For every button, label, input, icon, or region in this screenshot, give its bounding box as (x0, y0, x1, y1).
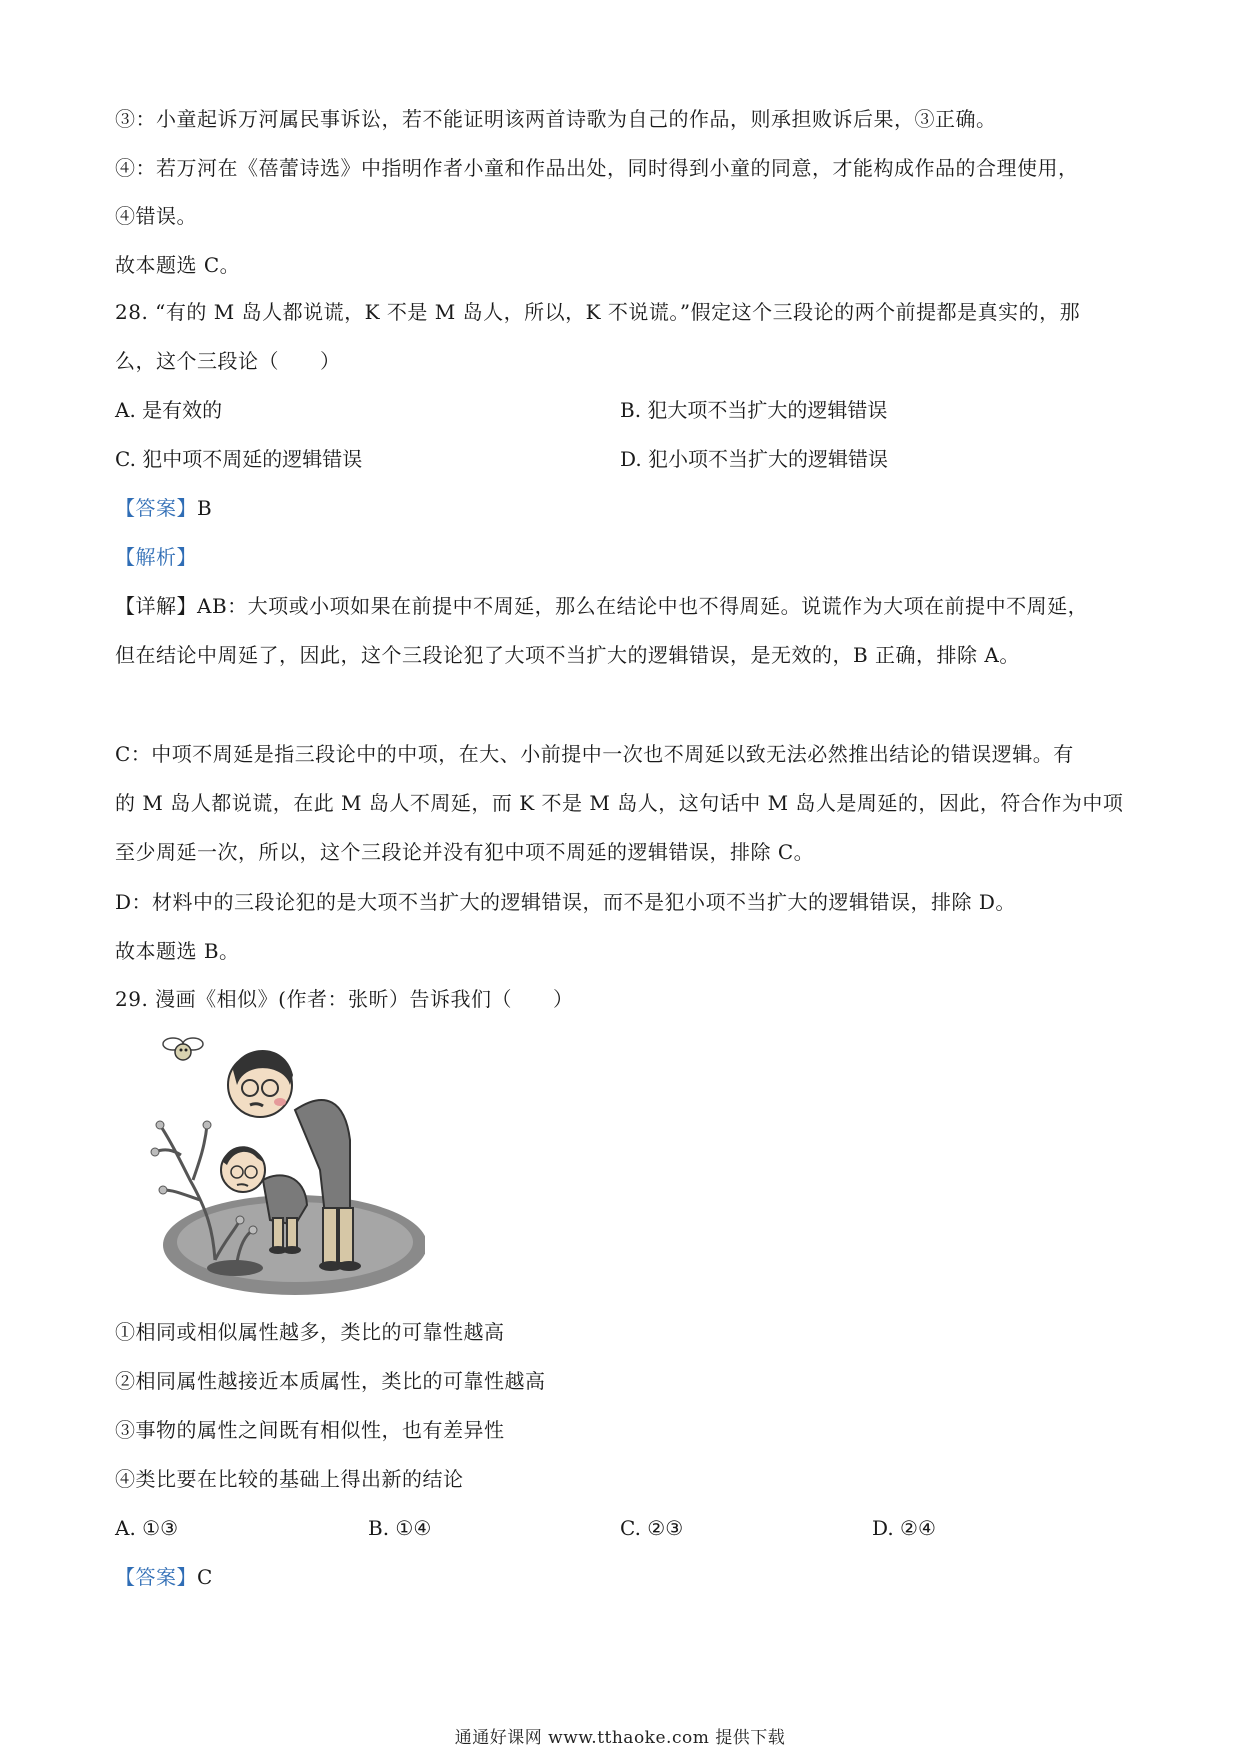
q28-detail-1 (115, 592, 1088, 620)
q28-stem-cont: 么，这个三段论（ ） (115, 349, 341, 373)
q28-option-c: C. 犯中项不周延的逻辑错误 (115, 447, 363, 471)
q28-detail-6: D：材料中的三段论犯的是大项不当扩大的逻辑错误，而不是犯小项不当扩大的逻辑错误，排除 D。 (115, 890, 1016, 914)
page-footer: 通通好课网 www.tthaoke.com 提供下载 (454, 1728, 786, 1748)
q28-conclusion: 故本题选 B。 (115, 939, 240, 963)
q28-detail-3: C：中项不周延是指三段论中的中项，在大、小前提中一次也不周延以致无法必然推出结论的错误逻辑。有 (115, 742, 1074, 766)
q29-option-c: C. ②③ (620, 1516, 684, 1540)
answer-value: B (197, 496, 213, 520)
para-4-analysis: ④：若万河在《蓓蕾诗选》中指明作者小童和作品出处，同时得到小童的同意，才能构成作品的合理使用， (115, 156, 1079, 180)
q28-analysis-tag: 【解析】 (115, 545, 197, 569)
q29-option-b: B. ①④ (368, 1516, 432, 1540)
q28-detail-5: 至少周延一次，所以，这个三段论并没有犯中项不周延的逻辑错误，排除 C。 (115, 840, 815, 864)
cartoon-father-child-tree-icon (145, 1030, 425, 1300)
q28-option-d: D. 犯小项不当扩大的逻辑错误 (620, 447, 889, 471)
answer-value: C (197, 1565, 213, 1589)
q28-stem: 28. “有的 M 岛人都说谎，K 不是 M 岛人，所以，K 不说谎。”假定这个三段论的两个前提都是真实的，那 (115, 300, 1081, 324)
q29-statement-1: ①相同或相似属性越多，类比的可靠性越高 (115, 1320, 505, 1344)
q28-detail-4: 的 M 岛人都说谎，在此 M 岛人不周延，而 K 不是 M 岛人，这句话中 M 岛人是周延的，因此，符合作为中项 (115, 791, 1124, 815)
bee-icon (163, 1038, 203, 1060)
detail-text: AB：大项或小项如果在前提中不周延，那么在结论中也不得周延。说谎作为大项在前提中不周延， (197, 594, 1089, 618)
soil-patch-icon (207, 1260, 263, 1276)
q27-conclusion: 故本题选 C。 (115, 253, 241, 277)
q29-option-d: D. ②④ (872, 1516, 936, 1540)
q29-statement-2: ②相同属性越接近本质属性，类比的可靠性越高 (115, 1369, 546, 1393)
answer-tag: 【答案】 (115, 1565, 197, 1589)
detail-tag: 【详解】 (115, 594, 197, 618)
q28-option-b: B. 犯大项不当扩大的逻辑错误 (620, 398, 888, 422)
para-3-analysis: ③：小童起诉万河属民事诉讼，若不能证明该两首诗歌为自己的作品，则承担败诉后果，③正确。 (115, 107, 997, 131)
q29-statement-4: ④类比要在比较的基础上得出新的结论 (115, 1467, 464, 1491)
q28-detail-2: 但在结论中周延了，因此，这个三段论犯了大项不当扩大的逻辑错误，是无效的，B 正确，排除 A。 (115, 643, 1020, 667)
q29-stem: 29. 漫画《相似》(作者：张昕）告诉我们（ ） (115, 987, 574, 1011)
q29-option-a: A. ①③ (115, 1516, 179, 1540)
q28-option-a: A. 是有效的 (115, 398, 223, 422)
q29-statement-3: ③事物的属性之间既有相似性，也有差异性 (115, 1418, 505, 1442)
para-4-analysis-cont: ④错误。 (115, 204, 197, 228)
q29-answer (115, 1563, 213, 1591)
q28-answer (115, 494, 212, 522)
answer-tag: 【答案】 (115, 496, 197, 520)
